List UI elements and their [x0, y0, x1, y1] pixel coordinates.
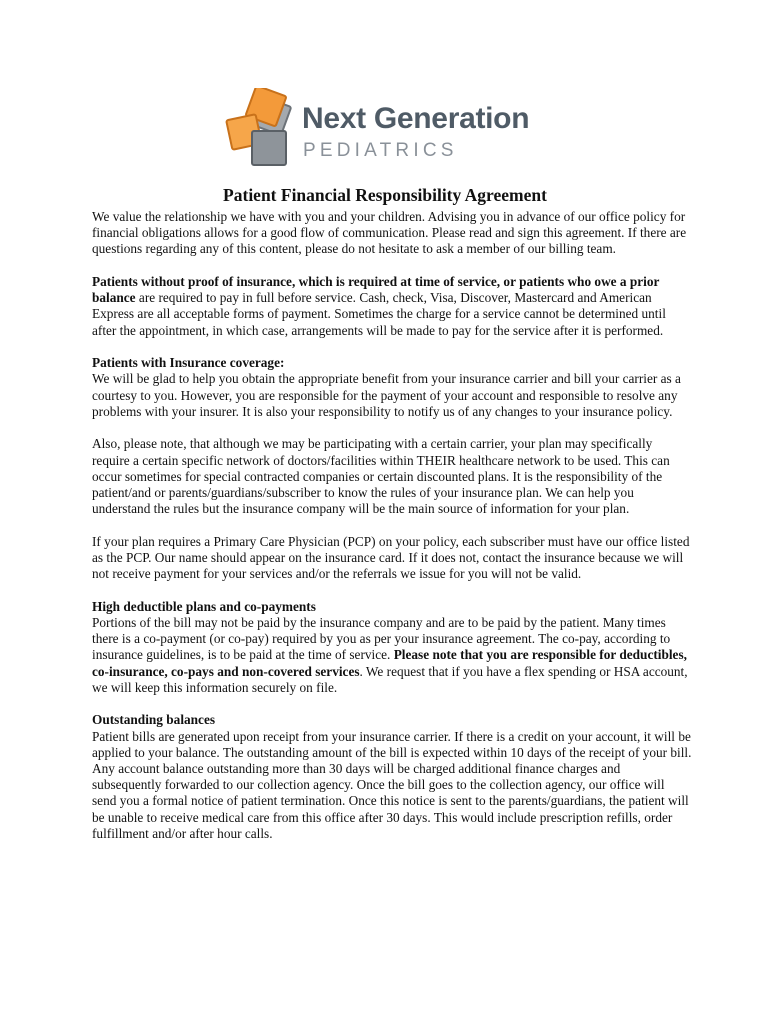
- pcp-paragraph: If your plan requires a Primary Care Physician (PCP) on your policy, each subscriber must have our office listed as the PCP. Our name should appear on the insurance card. If it does not, contact the insurance because we will not receive payment for your services and/or the referrals we issue for you will not be valid.: [92, 533, 690, 582]
- insurance-heading: Patients with Insurance coverage:: [92, 355, 285, 371]
- insurance-section: [92, 355, 692, 420]
- deductible-bold-text: Please note that you are responsible for deductibles, co-insurance, co-pays and non-covered services: [92, 647, 687, 679]
- deductible-section: [92, 599, 692, 696]
- logo-name: Next Generation: [302, 102, 530, 135]
- no-insurance-text: are required to pay in full before service. Cash, check, Visa, Discover, Mastercard and American Express are all acceptable forms of payment. Sometimes the charge for a service cannot be determined until after the appointment, in which case, arrangements will be made to pay for the service after it is performed.: [92, 290, 666, 338]
- logo-subtitle: PEDIATRICS: [303, 140, 458, 161]
- intro-paragraph: We value the relationship we have with you and your children. Advising you in advance of our office policy for financial obligations allows for a good flow of communication. Please read and sign this agreement. If there are questions regarding any of this content, please do not hesitate to ask a member of our billing team.: [92, 209, 687, 257]
- network-paragraph: Also, please note, that although we may be participating with a certain carrier, your plan may specifically require a certain specific network of doctors/facilities within THEIR healthcare network to be used. This can occur sometimes for special contracted companies or certain discounted plans. It is the responsibility of the patient/and or parents/guardians/subscriber to know the rules of your insurance plan. We can help you understand the rules but the insurance company will be the main source of information for your plan.: [92, 436, 670, 517]
- insurance-text: We will be glad to help you obtain the appropriate benefit from your insurance carrier and bill your carrier as a courtesy to you. However, you are responsible for the payment of your account and responsible to resolve any problems with your insurer. It is also your responsibility to notify us of any changes to your insurance policy.: [92, 371, 681, 419]
- deductible-text-after: . We request that if you have a flex spending or HSA account, we will keep this information securely on file.: [92, 663, 688, 695]
- document-body: [92, 209, 692, 858]
- outstanding-text: Patient bills are generated upon receipt from your insurance carrier. If there is a credit on your account, it will be applied to your balance. The outstanding amount of the bill is expected within 10 days of the receipt of your bill. Any account balance outstanding more than 30 days will be charged additional finance charges and subsequently forwarded to our collection agency. Once the bill goes to the collection agency, our office will send you a formal notice of patient termination. Once this notice is sent to the parents/guardians, the patient will be unable to receive medical care from this office after 30 days. This would include prescription refills, order fulfillment and/or after hour calls.: [92, 728, 692, 841]
- outstanding-section: [92, 712, 692, 842]
- no-insurance-paragraph: [92, 274, 692, 339]
- deductible-text-before: Portions of the bill may not be paid by the insurance company and are to be paid by the patient. Many times there is a co-payment (or co-pay) required by you as per your insurance agreement. The co-pay, according to insurance guidelines, is to be paid at the time of service.: [92, 615, 671, 663]
- document-title: Patient Financial Responsibility Agreement: [223, 185, 547, 205]
- logo: [222, 88, 552, 178]
- no-insurance-bold-lead: Patients without proof of insurance, which is required at time of service, or patients who owe a prior balance: [92, 274, 660, 306]
- deductible-heading: High deductible plans and co-payments: [92, 598, 316, 614]
- logo-squares-icon: [222, 88, 302, 178]
- outstanding-heading: Outstanding balances: [92, 712, 216, 728]
